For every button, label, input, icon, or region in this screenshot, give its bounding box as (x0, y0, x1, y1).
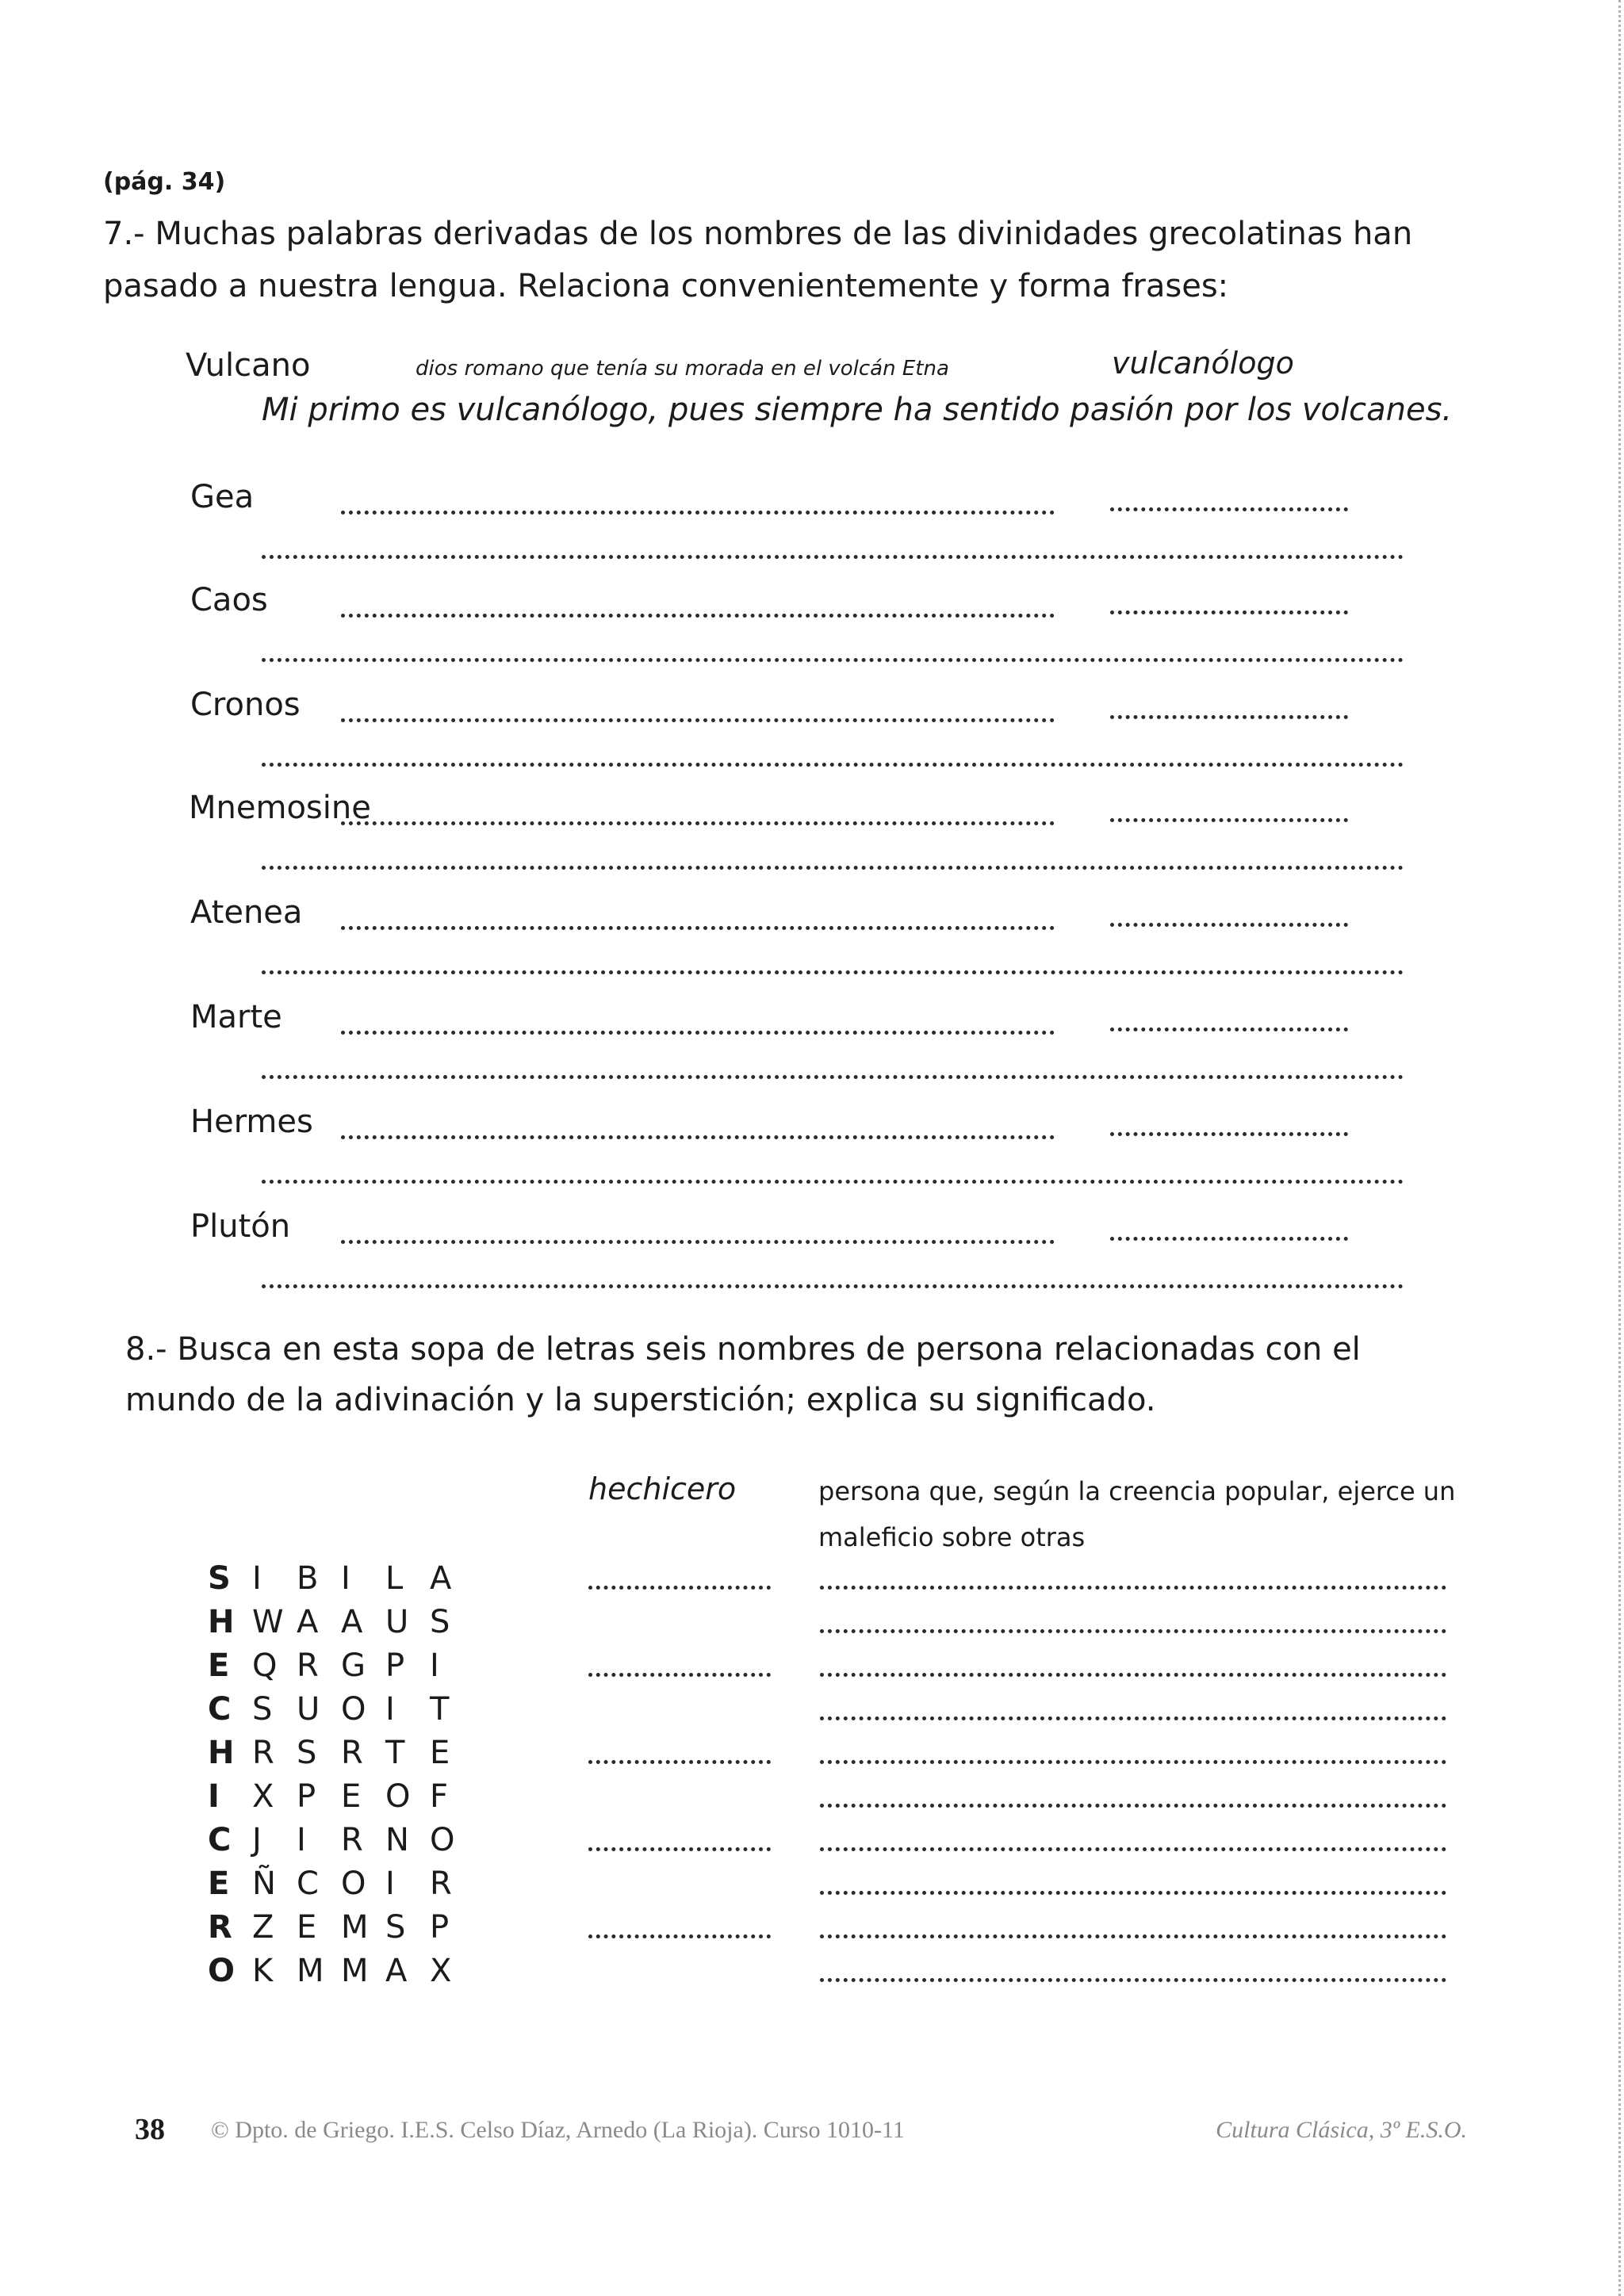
page-edge-rule (1616, 0, 1621, 2296)
grid-letter: M (341, 1909, 369, 1946)
sentence-blank[interactable] (262, 555, 1404, 559)
god-name: Plutón (190, 1208, 291, 1245)
grid-letter: O (341, 1866, 366, 1902)
god-name: Marte (190, 999, 282, 1035)
grid-letter: W (252, 1604, 284, 1640)
word-blank[interactable] (1110, 923, 1348, 927)
grid-letter: O (208, 1953, 236, 1989)
word-blank[interactable] (1110, 1027, 1348, 1031)
grid-letter: B (297, 1560, 319, 1597)
grid-row (208, 1778, 474, 1822)
definition-blank[interactable] (341, 1240, 1055, 1244)
grid-row (208, 1822, 474, 1866)
grid-letter: O (430, 1822, 455, 1858)
course-name: Cultura Clásica, 3º E.S.O. (1216, 2117, 1467, 2143)
grid-letter: C (208, 1691, 232, 1728)
page-number: 38 (135, 2113, 165, 2146)
grid-letter: I (341, 1560, 350, 1597)
grid-letter: S (385, 1909, 406, 1946)
page-reference: (pág. 34) (103, 168, 226, 196)
answer-row (588, 1612, 1453, 1655)
grid-letter: R (341, 1822, 363, 1858)
word-blank[interactable] (588, 1847, 771, 1851)
answer-row (588, 1699, 1453, 1743)
grid-letter: P (430, 1909, 450, 1946)
example-derived-word: vulcanólogo (1112, 346, 1294, 381)
meaning-blank[interactable] (820, 1978, 1446, 1982)
sentence-blank[interactable] (262, 763, 1404, 767)
grid-letter: S (297, 1735, 317, 1771)
word-blank[interactable] (588, 1934, 771, 1938)
grid-letter: Ñ (252, 1866, 276, 1902)
word-blank[interactable] (1110, 507, 1348, 511)
grid-letter: O (385, 1778, 411, 1815)
grid-row (208, 1691, 474, 1735)
grid-letter: A (341, 1604, 363, 1640)
definition-blank[interactable] (341, 1031, 1055, 1035)
grid-letter: E (208, 1647, 230, 1684)
meaning-blank[interactable] (820, 1891, 1446, 1895)
word-blank[interactable] (588, 1673, 771, 1677)
god-row (190, 680, 1427, 783)
grid-letter: M (297, 1953, 324, 1989)
god-row (190, 576, 1427, 679)
grid-letter: H (208, 1604, 235, 1640)
god-row (190, 783, 1427, 886)
word-blank[interactable] (1110, 818, 1348, 822)
grid-letter: F (430, 1778, 449, 1815)
grid-row (208, 1866, 474, 1909)
definition-blank[interactable] (341, 614, 1055, 618)
god-name: Caos (190, 582, 268, 618)
grid-letter: E (430, 1735, 450, 1771)
grid-row (208, 1953, 474, 1996)
definition-blank[interactable] (341, 1135, 1055, 1139)
grid-row (208, 1735, 474, 1778)
answer-row (588, 1873, 1453, 1917)
god-row (190, 473, 1427, 576)
meaning-blank[interactable] (820, 1586, 1446, 1590)
question-7-text: 7.- Muchas palabras derivadas de los nombres de las divinidades grecolatinas han pasado a nuestra lengua. Relaciona convenientemente y forma frases: (103, 216, 1413, 304)
answer-row (588, 1830, 1453, 1873)
word-blank[interactable] (588, 1586, 771, 1590)
answer-row (588, 1655, 1453, 1699)
meaning-blank[interactable] (820, 1804, 1446, 1808)
grid-letter: G (341, 1647, 366, 1684)
grid-letter: N (385, 1822, 409, 1858)
grid-letter: I (252, 1560, 262, 1597)
sentence-blank[interactable] (262, 970, 1404, 974)
word-search-grid (208, 1560, 474, 1996)
grid-letter: E (297, 1909, 317, 1946)
grid-letter: R (252, 1735, 274, 1771)
sentence-blank[interactable] (262, 866, 1404, 870)
god-name: Gea (190, 479, 255, 515)
grid-letter: S (208, 1560, 231, 1597)
definition-blank[interactable] (341, 718, 1055, 722)
grid-letter: X (252, 1778, 274, 1815)
grid-letter: I (297, 1822, 306, 1858)
grid-row (208, 1604, 474, 1647)
grid-row (208, 1560, 474, 1604)
answer-row (588, 1786, 1453, 1830)
meaning-blank[interactable] (820, 1847, 1446, 1851)
grid-letter: I (208, 1778, 220, 1815)
word-blank[interactable] (588, 1760, 771, 1764)
god-row (190, 1202, 1427, 1305)
god-row (190, 888, 1427, 991)
grid-letter: O (341, 1691, 366, 1728)
word-blank[interactable] (1110, 1237, 1348, 1241)
grid-letter: L (385, 1560, 404, 1597)
grid-letter: R (430, 1866, 452, 1902)
grid-letter: C (208, 1822, 232, 1858)
sentence-blank[interactable] (262, 1284, 1404, 1288)
grid-letter: P (385, 1647, 405, 1684)
god-name: Hermes (190, 1104, 313, 1140)
grid-letter: T (430, 1691, 450, 1728)
definition-blank[interactable] (341, 511, 1055, 515)
grid-letter: I (385, 1866, 395, 1902)
grid-letter: H (208, 1735, 235, 1771)
grid-letter: R (341, 1735, 363, 1771)
meaning-blank[interactable] (820, 1673, 1446, 1677)
grid-letter: E (208, 1866, 230, 1902)
word-blank[interactable] (1110, 1132, 1348, 1136)
grid-letter: C (297, 1866, 319, 1902)
word-blank[interactable] (1110, 715, 1348, 719)
meaning-blank[interactable] (820, 1629, 1446, 1633)
grid-letter: R (208, 1909, 232, 1946)
definition-blank[interactable] (341, 926, 1055, 930)
grid-letter: P (297, 1778, 316, 1815)
grid-letter: U (385, 1604, 409, 1640)
grid-letter: U (297, 1691, 320, 1728)
example-sentence: Mi primo es vulcanólogo, pues siempre ha sentido pasión por los volcanes. (262, 392, 1453, 428)
copyright-notice: © Dpto. de Griego. I.E.S. Celso Díaz, Arnedo (La Rioja). Curso 1010-11 (211, 2117, 905, 2143)
meaning-blank[interactable] (820, 1716, 1446, 1720)
grid-letter: E (341, 1778, 362, 1815)
answer-lines (588, 1568, 1453, 2004)
question-8-text: 8.- Busca en esta sopa de letras seis nombres de persona relacionadas con el mundo de la adivinación y la superstición; explica su significado. (125, 1331, 1361, 1418)
grid-letter: I (430, 1647, 439, 1684)
answer-row (588, 1568, 1453, 1612)
example-word-definition: persona que, según la creencia popular, ejerce un maleficio sobre otras (818, 1476, 1456, 1552)
meaning-blank[interactable] (820, 1934, 1446, 1938)
grid-letter: R (297, 1647, 319, 1684)
example-definition: dios romano que tenía su morada en el volcán Etna (416, 357, 949, 381)
grid-letter: I (385, 1691, 395, 1728)
grid-letter: S (252, 1691, 273, 1728)
grid-letter: S (430, 1604, 450, 1640)
example-word: hechicero (588, 1471, 737, 1506)
sentence-blank[interactable] (262, 658, 1404, 662)
answer-row (588, 1961, 1453, 2004)
grid-row (208, 1647, 474, 1691)
definition-blank[interactable] (341, 821, 1055, 825)
grid-letter: A (430, 1560, 452, 1597)
grid-letter: T (385, 1735, 405, 1771)
sentence-blank[interactable] (262, 1180, 1404, 1184)
grid-letter: A (297, 1604, 319, 1640)
god-name: Mnemosine (189, 790, 371, 826)
grid-row (208, 1909, 474, 1953)
grid-letter: M (341, 1953, 369, 1989)
answer-row (588, 1917, 1453, 1961)
sentence-blank[interactable] (262, 1075, 1404, 1079)
meaning-blank[interactable] (820, 1760, 1446, 1764)
god-row (190, 1097, 1427, 1200)
god-name: Cronos (190, 687, 301, 723)
god-name: Atenea (190, 894, 303, 931)
grid-letter: A (385, 1953, 408, 1989)
grid-letter: Q (252, 1647, 278, 1684)
word-blank[interactable] (1110, 610, 1348, 614)
grid-letter: X (430, 1953, 452, 1989)
god-row (190, 993, 1427, 1096)
answer-row (588, 1743, 1453, 1786)
grid-letter: Z (252, 1909, 274, 1946)
example-god-name: Vulcano (186, 347, 311, 384)
grid-letter: J (252, 1822, 262, 1858)
grid-letter: K (252, 1953, 274, 1989)
